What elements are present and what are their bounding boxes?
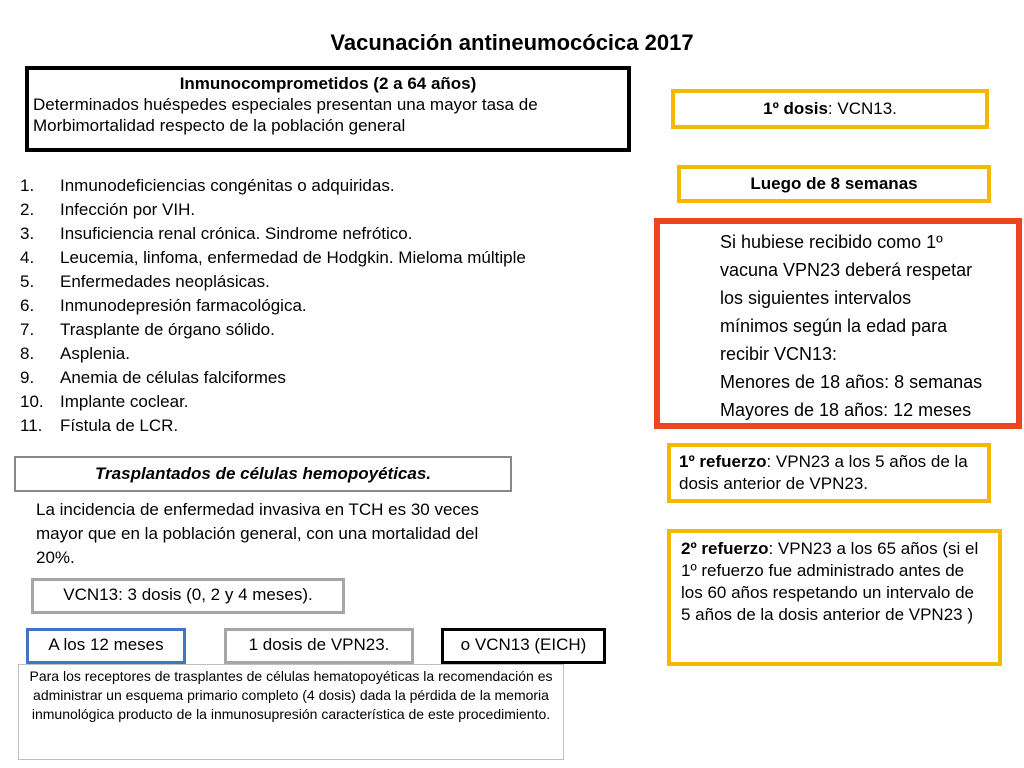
list-item: 3. Insuficiencia renal crónica. Sindrome nefrótico.: [20, 224, 413, 243]
immunocompromised-line-2: Morbimortalidad respecto de la población general: [33, 116, 406, 135]
interval-line: mínimos según la edad para: [720, 316, 948, 336]
first-booster-box: [667, 443, 991, 503]
first-booster-label: 1º refuerzo: [679, 452, 767, 471]
list-item: 7. Trasplante de órgano sólido.: [20, 320, 275, 339]
second-booster-box: [667, 529, 1002, 666]
tch-note-box: Para los receptores de trasplantes de células hematopoyéticas la recomendación es administrar un esquema primario completo (4 dosis) dada la pérdida de la memoria inmunológica producto de la inmunosupresión característica de este procedimiento.: [18, 664, 564, 760]
interval-line: los siguientes intervalos: [720, 288, 912, 308]
first-dose-box: [671, 89, 989, 129]
second-booster-text: : VPN23 a los 65 años (si el 1º refuerzo fue administrado antes de los 60 años respetando un intervalo de 5 años de la dosis anterior de VPN23 ): [681, 539, 979, 624]
list-item: 2. Infección por VIH.: [20, 200, 196, 219]
under-18-interval: Menores de 18 años: 8 semanas: [720, 372, 983, 392]
vpn23-interval-box: [654, 218, 1022, 429]
interval-line: vacuna VPN23 deberá respetar: [720, 260, 973, 280]
list-item: 5. Enfermedades neoplásicas.: [20, 272, 270, 291]
immunocompromised-heading: Inmunocomprometidos (2 a 64 años): [179, 74, 477, 93]
immunocompromised-line-1: Determinados huéspedes especiales presentan una mayor tasa de: [33, 95, 538, 114]
immunocompromised-box: [25, 66, 631, 152]
at-12-months-box: A los 12 meses: [26, 628, 186, 664]
interval-line: recibir VCN13:: [720, 344, 838, 364]
list-item: 6. Inmunodepresión farmacológica.: [20, 296, 307, 315]
second-booster-label: 2º refuerzo: [681, 539, 769, 558]
or-vcn13-box: o VCN13 (EICH): [441, 628, 606, 664]
vpn23-dose-box: 1 dosis de VPN23.: [224, 628, 414, 664]
first-booster-text: : VPN23 a los 5 años de la dosis anterior de VPN23.: [679, 452, 968, 493]
after-8-weeks-box: Luego de 8 semanas: [677, 165, 991, 203]
list-item: 10. Implante coclear.: [20, 392, 189, 411]
page-title: Vacunación antineumocócica 2017: [330, 30, 694, 55]
list-item: 9. Anemia de células falciformes: [20, 368, 286, 387]
list-item: 1. Inmunodeficiencias congénitas o adquiridas.: [20, 176, 395, 195]
conditions-list: [20, 174, 640, 438]
list-item: 4. Leucemia, linfoma, enfermedad de Hodgkin. Mieloma múltiple: [20, 248, 526, 267]
list-item: 11. Fístula de LCR.: [20, 416, 179, 435]
tch-description: La incidencia de enfermedad invasiva en TCH es 30 veces mayor que en la población general, con una mortalidad del 20%.: [36, 500, 479, 567]
vcn13-schedule-box: VCN13: 3 dosis (0, 2 y 4 meses).: [31, 578, 345, 614]
first-dose-label: 1º dosis: [763, 99, 828, 118]
first-dose-value: : VCN13.: [827, 99, 897, 118]
tch-heading: Trasplantados de células hemopoyéticas.: [14, 456, 512, 492]
list-item: 8. Asplenia.: [20, 344, 130, 363]
interval-line: Si hubiese recibido como 1º: [720, 232, 943, 252]
over-18-interval: Mayores de 18 años: 12 meses: [720, 400, 972, 420]
